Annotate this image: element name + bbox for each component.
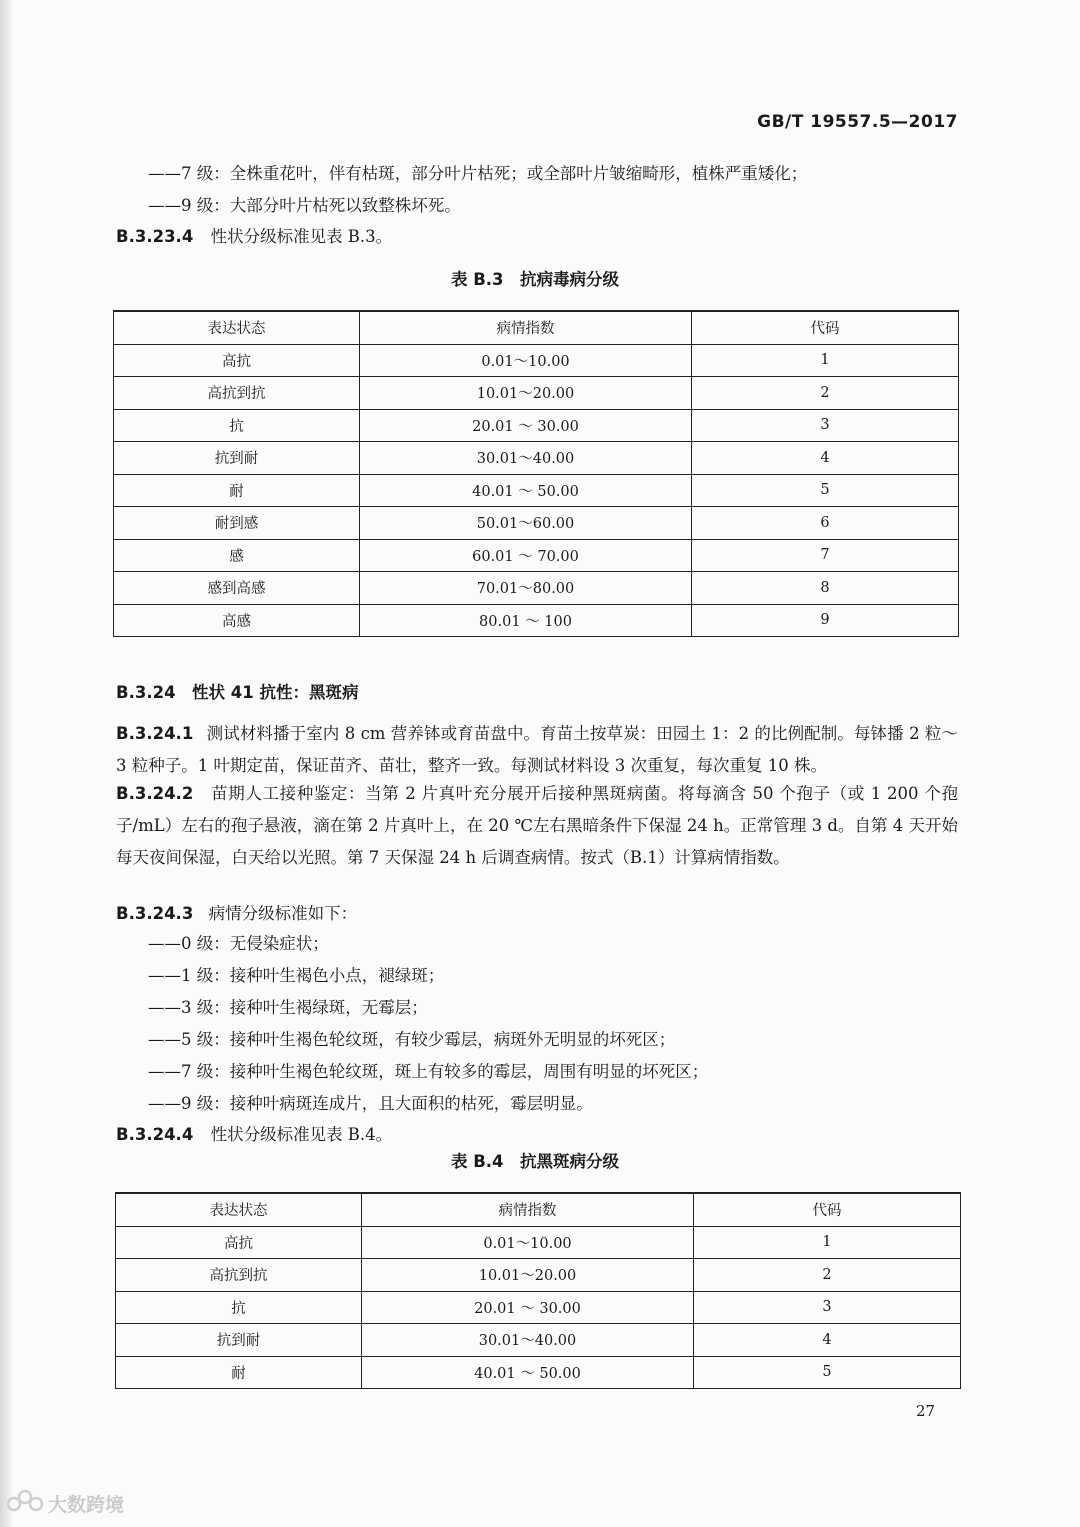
clause-number: B.3.24.4 [116,1125,194,1144]
cell-state: 耐 [114,474,360,507]
table-row [114,604,959,637]
table-row [114,474,959,507]
watermark-text: 大数跨境 [48,1494,125,1516]
cell-state: 抗 [116,1291,362,1324]
header-code: 代码 [692,311,959,344]
table-row [116,1291,961,1324]
header-code: 代码 [694,1193,961,1226]
cell-index: 60.01 ～ 70.00 [360,539,692,572]
table-row [116,1259,961,1292]
cell-index: 0.01～10.00 [362,1226,694,1259]
table-row [114,377,959,410]
clause-b3-24-1 [116,718,958,782]
cell-state: 耐 [116,1356,362,1389]
watermark-logo-icon [6,1488,44,1519]
header-state: 表达状态 [114,311,360,344]
cell-index: 40.01 ～ 50.00 [362,1356,694,1389]
cell-index: 30.01～40.00 [362,1324,694,1357]
cell-code: 7 [692,539,959,572]
table-row [114,572,959,605]
cell-code: 4 [694,1324,961,1357]
header-state: 表达状态 [116,1193,362,1226]
cell-index: 10.01～20.00 [360,377,692,410]
grade-line: ——9 级：接种叶病斑连成片，且大面积的枯死，霉层明显。 [148,1094,593,1113]
scan-edge-shadow [0,0,14,1527]
cell-index: 10.01～20.00 [362,1259,694,1292]
cell-code: 2 [692,377,959,410]
cell-code: 3 [692,409,959,442]
cell-state: 高抗 [114,344,360,377]
clause-number: B.3.24.3 [116,904,194,923]
cell-state: 抗 [114,409,360,442]
grade-line: ——1 级：接种叶生褐色小点，褪绿斑； [148,966,445,985]
grade-line: ——7 级：接种叶生褐色轮纹斑，斑上有较多的霉层，周围有明显的坏死区； [148,1062,709,1081]
cell-state: 高抗到抗 [116,1259,362,1292]
table-row [114,409,959,442]
cell-index: 20.01 ～ 30.00 [360,409,692,442]
clause-number: B.3.23.4 [116,227,194,246]
clause-b3-24-3 [116,898,357,930]
grade-line: ——0 级：无侵染症状； [148,934,329,953]
cell-index: 30.01～40.00 [360,442,692,475]
table-b4 [115,1192,961,1389]
cell-code: 9 [692,604,959,637]
grade-9-line: ——9 级：大部分叶片枯死以致整株坏死。 [148,196,461,215]
watermark [6,1488,124,1519]
table-row [116,1356,961,1389]
clause-b3-24-4 [116,1119,392,1151]
cell-code: 5 [694,1356,961,1389]
clause-text: 苗期人工接种鉴定：当第 2 片真叶充分展开后接种黑斑病菌。将每滴含 50 个孢子（或 1 200 个孢子/mL）左右的孢子悬液，滴在第 2 片真叶上，在 20 ℃左右黑暗条件下保湿 24 h。正常管理 3 d。自第 4 天开始每天夜间保湿，白天给以光照。第 7 天保湿 24 h 后调查病情。按式（B.1）计算病情指数。 [116,784,958,867]
cell-index: 70.01～80.00 [360,572,692,605]
table-b3 [113,310,959,637]
table-row [114,507,959,540]
header-index: 病情指数 [362,1193,694,1226]
cell-state: 抗到耐 [116,1324,362,1357]
table-row [116,1226,961,1259]
cell-index: 40.01 ～ 50.00 [360,474,692,507]
cell-code: 2 [694,1259,961,1292]
cell-code: 1 [692,344,959,377]
clause-text: 测试材料播于室内 8 cm 营养钵或育苗盘中。育苗土按草炭：田园土 1：2 的比例配制。每钵播 2 粒～3 粒种子。1 叶期定苗，保证苗齐、苗壮，整齐一致。每测试材料设 3 次重复，每次重复 10 株。 [116,724,958,775]
cell-code: 5 [692,474,959,507]
table-header-row [114,311,959,344]
clause-number: B.3.24.1 [116,724,194,743]
cell-code: 1 [694,1226,961,1259]
grade-7-line: ——7 级：全株重花叶，伴有枯斑，部分叶片枯死；或全部叶片皱缩畸形，植株严重矮化； [148,164,808,183]
table-row [114,442,959,475]
section-b3-24-heading: B.3.24 性状 41 抗性：黑斑病 [116,683,359,702]
clause-text: 性状分级标准见表 B.4。 [210,1125,393,1144]
table-b3-title: 表 B.3 抗病毒病分级 [450,270,620,289]
cell-code: 6 [692,507,959,540]
table-row [114,539,959,572]
grade-line: ——5 级：接种叶生褐色轮纹斑，有较少霉层，病斑外无明显的坏死区； [148,1030,676,1049]
cell-state: 抗到耐 [114,442,360,475]
clause-b3-24-2 [116,778,958,874]
page-number: 27 [916,1402,936,1420]
cell-index: 20.01 ～ 30.00 [362,1291,694,1324]
clause-text: 病情分级标准如下： [208,904,358,923]
standard-code: GB/T 19557.5—2017 [757,112,958,132]
cell-state: 感到高感 [114,572,360,605]
cell-state: 高抗到抗 [114,377,360,410]
cell-code: 4 [692,442,959,475]
clause-number: B.3.24.2 [116,784,194,803]
table-row [114,344,959,377]
header-index: 病情指数 [360,311,692,344]
cell-state: 高感 [114,604,360,637]
clause-b3-23-4 [116,221,392,253]
clause-text: 性状分级标准见表 B.3。 [210,227,393,246]
cell-code: 3 [694,1291,961,1324]
cell-index: 80.01 ～ 100 [360,604,692,637]
table-header-row [116,1193,961,1226]
cell-state: 耐到感 [114,507,360,540]
cell-state: 高抗 [116,1226,362,1259]
table-b4-title: 表 B.4 抗黑斑病分级 [450,1152,620,1171]
cell-code: 8 [692,572,959,605]
grade-line: ——3 级：接种叶生褐绿斑，无霉层； [148,998,428,1017]
table-row [116,1324,961,1357]
cell-state: 感 [114,539,360,572]
cell-index: 0.01～10.00 [360,344,692,377]
cell-index: 50.01～60.00 [360,507,692,540]
